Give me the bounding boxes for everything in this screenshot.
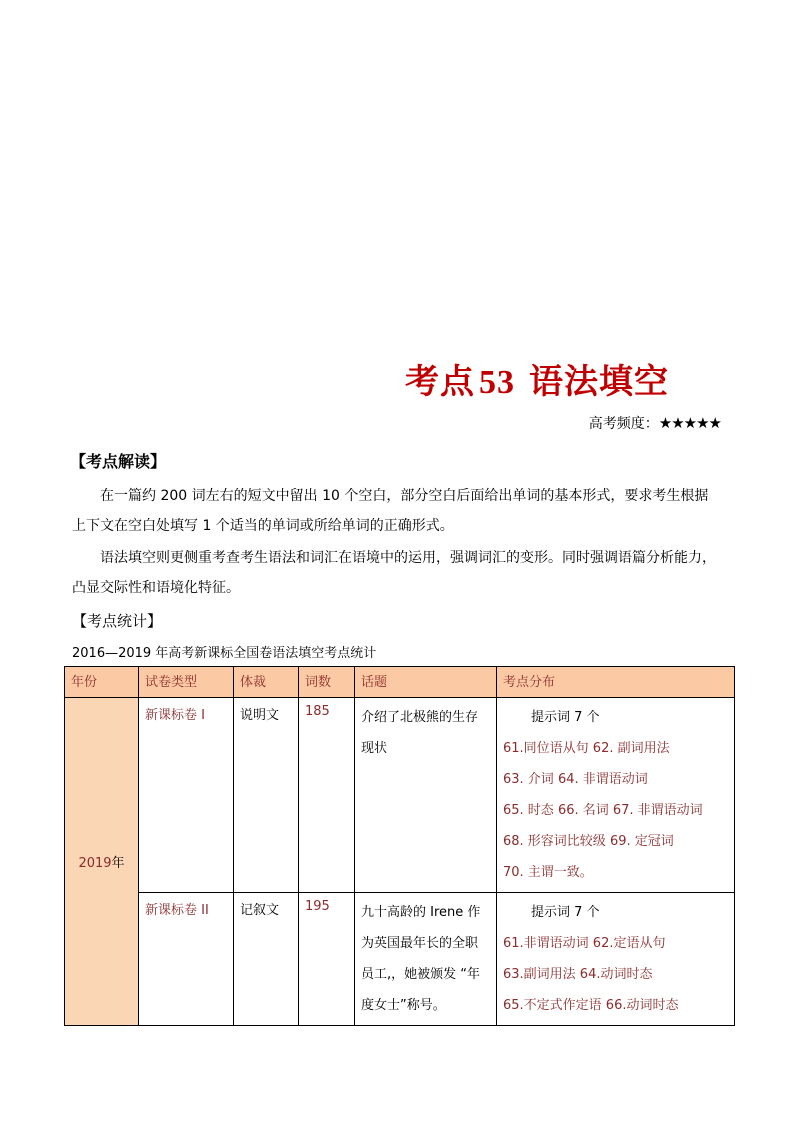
section-heading-interpretation: 【考点解读】 xyxy=(70,452,167,471)
header-points: 考点分布 xyxy=(497,667,735,698)
title-name: 语法填空 xyxy=(529,362,669,402)
header-topic: 话题 xyxy=(355,667,497,698)
points-cell xyxy=(497,893,735,1026)
point-line: 提示词 7 个 xyxy=(531,710,600,725)
point-line: 65.不定式作定语 66.动词时态 xyxy=(503,998,679,1013)
point-line: 63. 介词 64. 非谓语动词 xyxy=(503,772,648,787)
topic-cell: 九十高龄的 Irene 作为英国最年长的全职员工,，她被颁发 “年度女士”称号。 xyxy=(355,893,497,1026)
point-line: 提示词 7 个 xyxy=(531,905,600,920)
year-cell xyxy=(65,698,139,1026)
points-cell xyxy=(497,698,735,893)
topic-cell: 介绍了北极熊的生存现状 xyxy=(355,698,497,893)
year-value: 2019 xyxy=(78,856,112,871)
title-prefix: 考点 xyxy=(405,362,475,402)
statistics-table xyxy=(64,666,735,1026)
title-number: 53 xyxy=(479,364,515,401)
genre-cell: 记叙文 xyxy=(234,893,299,1026)
frequency-stars: ★★★★★ xyxy=(658,414,721,432)
table-row xyxy=(65,893,735,1026)
table-header-row xyxy=(65,667,735,698)
paper-type-cell: 新课标卷 II xyxy=(139,893,234,1026)
point-line: 61.非谓语动词 62.定语从句 xyxy=(503,936,666,951)
year-suffix: 年 xyxy=(111,856,125,871)
table-caption: 2016—2019 年高考新课标全国卷语法填空考点统计 xyxy=(72,646,377,661)
paper-type-cell: 新课标卷 I xyxy=(139,698,234,893)
word-count-cell: 185 xyxy=(299,698,355,893)
paragraph-2: 语法填空则更侧重考查考生语法和词汇在语境中的运用，强调词汇的变形。同时强调语篇分析能力，凸显交际性和语境化特征。 xyxy=(72,550,716,596)
frequency-label: 高考频度： xyxy=(588,416,659,432)
point-line: 68. 形容词比较级 69. 定冠词 xyxy=(503,834,674,849)
header-paper-type: 试卷类型 xyxy=(139,667,234,698)
point-line: 70. 主谓一致。 xyxy=(503,865,593,880)
header-genre: 体裁 xyxy=(234,667,299,698)
header-word-count: 词数 xyxy=(299,667,355,698)
genre-cell: 说明文 xyxy=(234,698,299,893)
point-line: 61.同位语从句 62. 副词用法 xyxy=(503,741,670,756)
word-count-cell: 195 xyxy=(299,893,355,1026)
header-year: 年份 xyxy=(65,667,139,698)
table-row xyxy=(65,698,735,893)
page-title xyxy=(405,354,669,403)
paragraph-1: 在一篇约 200 词左右的短文中留出 10 个空白，部分空白后面给出单词的基本形式，要求考生根据上下文在空白处填写 1 个适当的单词或所给单词的正确形式。 xyxy=(72,488,709,534)
point-line: 63.副词用法 64.动词时态 xyxy=(503,967,653,982)
section-heading-statistics: 【考点统计】 xyxy=(72,612,163,630)
point-line: 65. 时态 66. 名词 67. 非谓语动词 xyxy=(503,803,703,818)
exam-frequency xyxy=(589,413,721,433)
